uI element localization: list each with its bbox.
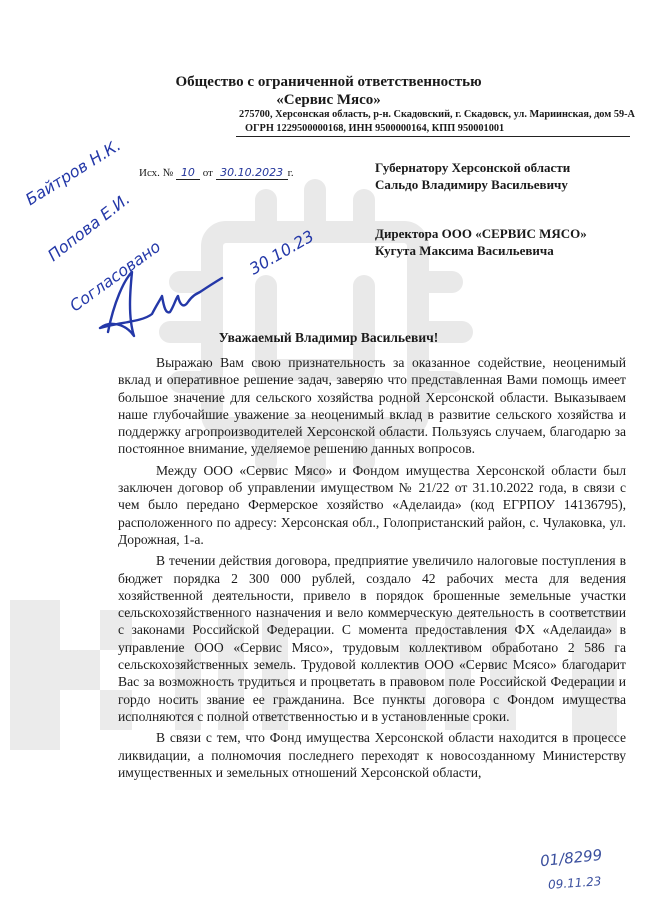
paragraph-liquidation: В связи с тем, что Фонд имущества Херсонской области находится в процессе ликвидации, а полномочия последнего переходят к новосозданному Министерству имущественных и земельных отношений Херсонской области, — [118, 730, 626, 780]
header-rule — [236, 136, 630, 137]
letter-body — [118, 354, 626, 785]
addressee-title: Губернатору Херсонской области — [375, 160, 571, 175]
handwriting-date: 30.10.23 — [246, 226, 318, 279]
org-name-line2: «Сервис Мясо» — [276, 92, 381, 108]
handwriting-approved: Согласовано — [66, 236, 165, 316]
org-registration: ОГРН 1229500000168, ИНН 9500000164, КПП 950001001 — [245, 123, 505, 134]
sender-title: Директора ООО «СЕРВИС МЯСО» — [375, 226, 587, 241]
org-name-line1: Общество с ограниченной ответственностью — [175, 74, 482, 90]
org-address: 275700, Херсонская область, р-н. Скадовский, г. Скадовск, ул. Мариинская, дом 59-А — [239, 109, 635, 120]
outgoing-date: 30.10.2023 — [216, 166, 288, 180]
outgoing-from-label: от — [202, 167, 213, 179]
outgoing-prefix: Исх. № — [139, 167, 174, 179]
outgoing-suffix: г. — [287, 167, 294, 179]
paragraph-results: В течении действия договора, предприятие увеличило налоговые поступления в бюджет порядка 2 300 000 рублей, создало 42 рабочих места для ведения хозяйственной деятельности, привело в порядок брошенные земельные участки сельскохозяйственного назначения и вело коммерческую деятельность в соответствии с законами Российской Федерации. С момента предоставления ФХ «Аделаида» в управление ООО «Сервис Мясо», трудовым коллективом обработано 2 586 га сельскохозяйственных земель. Трудовой коллектив ООО «Сервис Мсясо» благодарит Вас за возможность трудиться и процветать в правовом поле Российской Федерации и гордо носить звание ее гражданина. Все пункты договора с Фондом имущества исполняются с полной ответственностью и в установленные сроки. — [118, 553, 626, 724]
registration-date: 09.11.23 — [547, 874, 602, 892]
handwriting-name-1: Байтров Н.К. — [22, 135, 125, 210]
addressee-name: Сальдо Владимиру Васильевичу — [375, 177, 568, 192]
sender-name: Кугута Максима Васильевича — [375, 243, 554, 258]
outgoing-reference — [139, 166, 294, 180]
paragraph-gratitude: Выражаю Вам свою признательность за оказанное содействие, неоценимый вклад и оперативное решение задач, заверяю что представленная Вами помощь имеет большое значение для сельского хозяйства родной Херсонской области. Выказываем наше глубочайшие уважение за неоценимый вклад в развитие сельского хозяйства и поддержку агропроизводителей Херсонской области. Пользуясь случаем, благодарю за постоянное внимание, уделяемое решению данных вопросов. — [118, 355, 626, 457]
registration-number: 01/8299 — [539, 845, 604, 871]
signature-icon — [90, 262, 230, 352]
paragraph-contract: Между ООО «Сервис Мясо» и Фондом имущества Херсонской области был заключен договор об управлении имуществом № 21/22 от 31.10.2022 года, в связи с чем было передано Фермерское хозяйство «Аделаида» (код ЕГРПОУ 14136795), расположенного по адресу: Херсонская обл., Голопристанский район, с. Чулаковка, ул. Дорожная, 1-а. — [118, 462, 626, 547]
handwriting-name-2: Попова Е.И. — [44, 189, 134, 265]
greeting: Уважаемый Владимир Васильевич! — [218, 330, 439, 345]
outgoing-number: 10 — [176, 166, 200, 180]
